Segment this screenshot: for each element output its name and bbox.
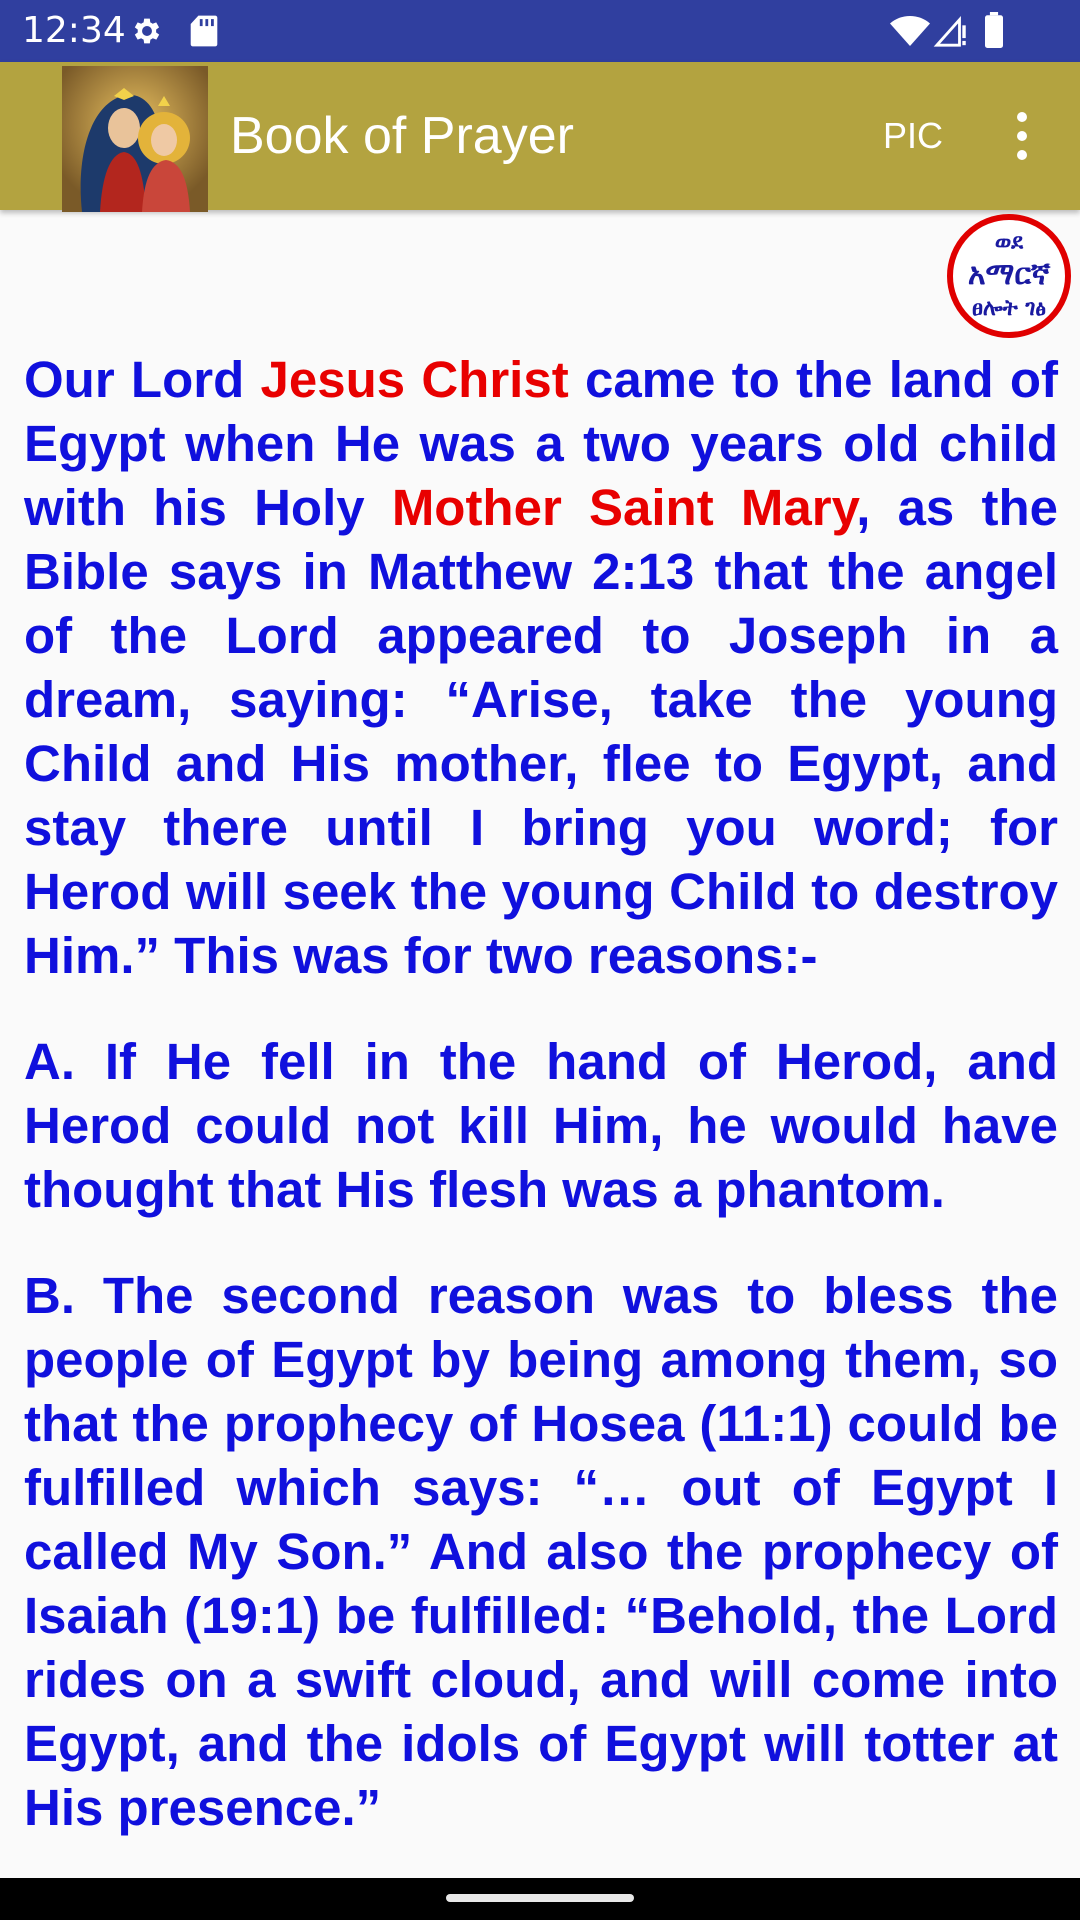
wifi-icon: [890, 14, 930, 48]
status-bar: [0, 0, 1080, 62]
paragraph-reason-a: A. If He fell in the hand of Herod, and Herod could not kill Him, he would have thought that His flesh was a phantom.: [24, 1033, 1058, 1218]
app-title: Book of Prayer: [230, 107, 574, 165]
battery-icon: [984, 12, 1004, 48]
status-time: 12:34: [22, 10, 126, 51]
paragraph-intro: [24, 348, 1058, 988]
amharic-badge-line1: ወደ: [994, 230, 1024, 255]
highlight-mother-saint-mary: Mother Saint Mary: [391, 479, 857, 536]
amharic-badge-line2: አማርኛ: [967, 257, 1051, 292]
paragraph-reason-b: B. The second reason was to bless the people of Egypt by being among them, so that the prophecy of Hosea (11:1) could be fulfilled which says: “… out of Egypt I called My Son.” And also the prophecy of Isaiah (19:1) be fulfilled: “Behold, the Lord rides on a swift cloud, and will come into Egypt, and the idols of Egypt will totter at His presence.”: [24, 1267, 1058, 1836]
gear-icon: [130, 14, 164, 48]
amharic-badge-line3: ፀሎት ገፅ: [971, 296, 1047, 321]
intro-text-1: Our Lord: [24, 351, 261, 408]
overflow-menu-icon[interactable]: [1000, 106, 1044, 166]
app-logo-icon: [62, 66, 208, 212]
prayer-text: [24, 348, 1059, 1836]
intro-text-2: came to the land of Egypt when He was a two years old child with his Holy: [24, 351, 1059, 536]
amharic-prayer-page-button[interactable]: [947, 214, 1071, 338]
sdcard-icon: [190, 14, 218, 48]
home-handle[interactable]: [446, 1894, 634, 1902]
intro-text-3: , as the Bible says in Matthew 2:13 that the angel of the Lord appeared to Joseph in a dream, saying: “Arise, take the young Child and His mother, flee to Egypt, and stay there until I bring you word; for Herod will seek the young Child to destroy Him.” This was for two reasons:-: [24, 479, 1059, 984]
navigation-bar: [0, 1878, 1080, 1920]
signal-icon: [934, 14, 968, 48]
app-bar: [0, 62, 1080, 210]
highlight-jesus-christ: Jesus Christ: [260, 351, 569, 408]
pic-button[interactable]: PIC: [882, 115, 943, 156]
